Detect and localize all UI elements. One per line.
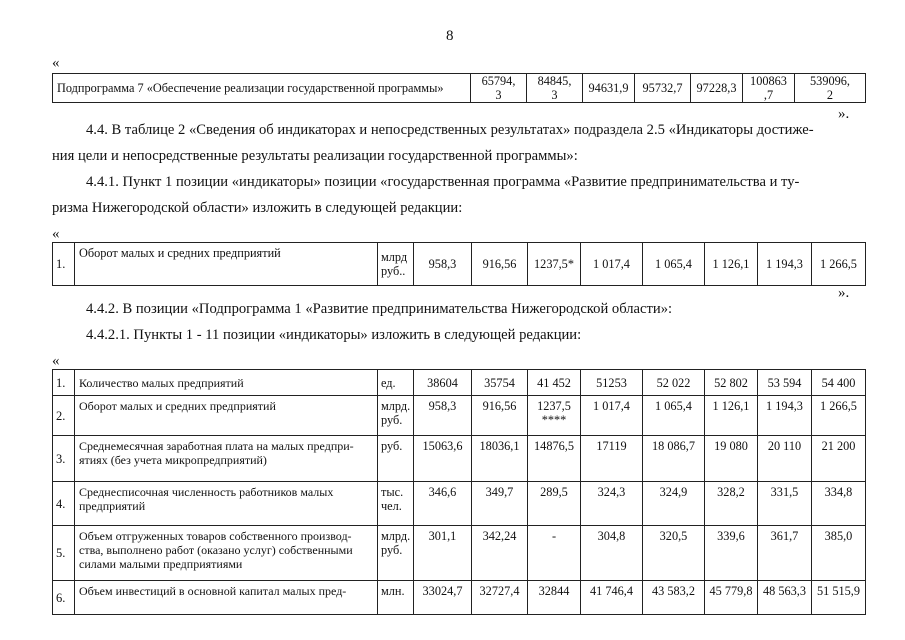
value-cell: 289,5 (528, 482, 581, 526)
quote-open-1: « (52, 55, 60, 71)
value-cell: 916,56 (472, 243, 528, 286)
unit-cell: млрд. руб. (378, 396, 414, 436)
table-row (53, 370, 866, 396)
value-cell: 18036,1 (472, 436, 528, 482)
value-cell: 339,6 (705, 526, 758, 581)
value-cell: 361,7 (758, 526, 812, 581)
value-cell-text: 94631,9 (588, 81, 629, 95)
unit-cell: млн. (378, 581, 414, 615)
value-cell: 958,3 (414, 396, 472, 436)
para-4-4-line2: ния цели и непосредственные результаты реализации государственной программы»: (52, 148, 578, 164)
value-cell: 51 515,9 (812, 581, 866, 615)
quote-open-3: « (52, 353, 60, 369)
value-cell: 320,5 (643, 526, 705, 581)
row-index: 1. (53, 370, 75, 396)
unit-cell: руб. (378, 436, 414, 482)
value-cell: 17119 (581, 436, 643, 482)
quote-close-2: ». (838, 285, 850, 301)
value-cell: 1 065,4 (643, 396, 705, 436)
quote-close-1: ». (838, 106, 850, 122)
value-cell: 41 452 (528, 370, 581, 396)
row-index: 5. (53, 526, 75, 581)
row-index: 6. (53, 581, 75, 615)
value-cell: 958,3 (414, 243, 472, 286)
value-cell: 21 200 (812, 436, 866, 482)
value-cell: 1 266,5 (812, 396, 866, 436)
value-cell: 324,3 (581, 482, 643, 526)
unit-cell: ед. (378, 370, 414, 396)
para-4-4-2: 4.4.2. В позиции «Подпрограмма 1 «Развитие предпринимательства Нижегородской области»: (86, 301, 673, 317)
value-cell: 324,9 (643, 482, 705, 526)
table-row (53, 243, 866, 286)
value-cell: 1 065,4 (643, 243, 705, 286)
value-cell: 385,0 (812, 526, 866, 581)
para-4-4-1-line2: ризма Нижегородской области» изложить в следующей редакции: (52, 200, 463, 216)
value-cell: 328,2 (705, 482, 758, 526)
value-cell: 346,6 (414, 482, 472, 526)
value-cell: 53 594 (758, 370, 812, 396)
value-cell: 45 779,8 (705, 581, 758, 615)
value-cell (691, 74, 743, 103)
para-4-4-2-1: 4.4.2.1. Пункты 1 - 11 позиции «индикаторы» изложить в следующей редакции: (86, 327, 582, 343)
value-cell: 51253 (581, 370, 643, 396)
value-cell: 1 194,3 (758, 396, 812, 436)
value-cell: - (528, 526, 581, 581)
value-cell: 1237,5* (528, 243, 581, 286)
value-cell: 1 266,5 (812, 243, 866, 286)
value-cell: 1 126,1 (705, 243, 758, 286)
row-index: 2. (53, 396, 75, 436)
value-cell: 334,8 (812, 482, 866, 526)
value-cell: 48 563,3 (758, 581, 812, 615)
value-cell: 15063,6 (414, 436, 472, 482)
value-cell-text: 97228,3 (696, 81, 737, 95)
value-cell-text: 100863 ,7 (750, 74, 787, 102)
value-cell: 349,7 (472, 482, 528, 526)
value-cell (635, 74, 691, 103)
table-row (53, 581, 866, 615)
value-cell: 52 022 (643, 370, 705, 396)
value-cell: 19 080 (705, 436, 758, 482)
value-cell: 18 086,7 (643, 436, 705, 482)
page-number: 8 (446, 28, 454, 44)
row-index: 4. (53, 482, 75, 526)
value-cell: 331,5 (758, 482, 812, 526)
value-cell: 32844 (528, 581, 581, 615)
indicator-name: Оборот малых и средних предприятий (75, 396, 378, 436)
value-cell: 1 126,1 (705, 396, 758, 436)
value-cell: 41 746,4 (581, 581, 643, 615)
subprogram-7-name: Подпрограмма 7 «Обеспечение реализации государственной программы» (53, 74, 471, 103)
row-index: 3. (53, 436, 75, 482)
value-cell: 38604 (414, 370, 472, 396)
value-cell: 20 110 (758, 436, 812, 482)
indicator-name: Среднемесячная заработная плата на малых предпри- ятиях (без учета микропредприятий) (75, 436, 378, 482)
indicator-name: Объем инвестиций в основной капитал малых пред- (75, 581, 378, 615)
value-cell: 35754 (472, 370, 528, 396)
indicator-table-1 (52, 242, 866, 286)
unit-cell: млрд. руб. (378, 526, 414, 581)
value-cell: 1237,5 **** (528, 396, 581, 436)
value-cell: 52 802 (705, 370, 758, 396)
indicator-table-2 (52, 369, 866, 615)
value-cell (527, 74, 583, 103)
value-cell (795, 74, 866, 103)
table-row (53, 396, 866, 436)
value-cell (743, 74, 795, 103)
value-cell: 33024,7 (414, 581, 472, 615)
value-cell: 1 194,3 (758, 243, 812, 286)
value-cell: 1 017,4 (581, 243, 643, 286)
unit-cell: тыс. чел. (378, 482, 414, 526)
row-index: 1. (53, 243, 75, 286)
unit-cell: млрд руб.. (378, 243, 414, 286)
table-row (53, 436, 866, 482)
indicator-name: Количество малых предприятий (75, 370, 378, 396)
indicator-name: Оборот малых и средних предприятий (75, 243, 378, 286)
value-cell: 342,24 (472, 526, 528, 581)
para-4-4-line1: 4.4. В таблице 2 «Сведения об индикаторах и непосредственных результатах» подраздела 2.5 «Индикаторы достиже- (86, 122, 814, 138)
para-4-4-1-line1: 4.4.1. Пункт 1 позиции «индикаторы» позиции «государственная программа «Развитие предпринимательства и ту- (86, 174, 800, 190)
subprogram-7-table (52, 73, 866, 103)
value-cell: 301,1 (414, 526, 472, 581)
indicator-name: Объем отгруженных товаров собственного производ- ства, выполнено работ (оказано услуг) собственными силами малыми предприятиями (75, 526, 378, 581)
quote-open-2: « (52, 226, 60, 242)
table-row (53, 482, 866, 526)
value-cell: 304,8 (581, 526, 643, 581)
value-cell (583, 74, 635, 103)
indicator-name: Среднесписочная численность работников малых предприятий (75, 482, 378, 526)
value-cell: 1 017,4 (581, 396, 643, 436)
value-cell: 43 583,2 (643, 581, 705, 615)
table-row (53, 74, 866, 103)
value-cell-text: 84845, 3 (537, 74, 572, 102)
value-cell: 14876,5 (528, 436, 581, 482)
value-cell (471, 74, 527, 103)
table-row (53, 526, 866, 581)
value-cell: 32727,4 (472, 581, 528, 615)
value-cell-text: 65794, 3 (481, 74, 516, 102)
value-cell: 916,56 (472, 396, 528, 436)
value-cell-text: 539096, 2 (810, 74, 850, 102)
value-cell-text: 95732,7 (642, 81, 683, 95)
value-cell: 54 400 (812, 370, 866, 396)
